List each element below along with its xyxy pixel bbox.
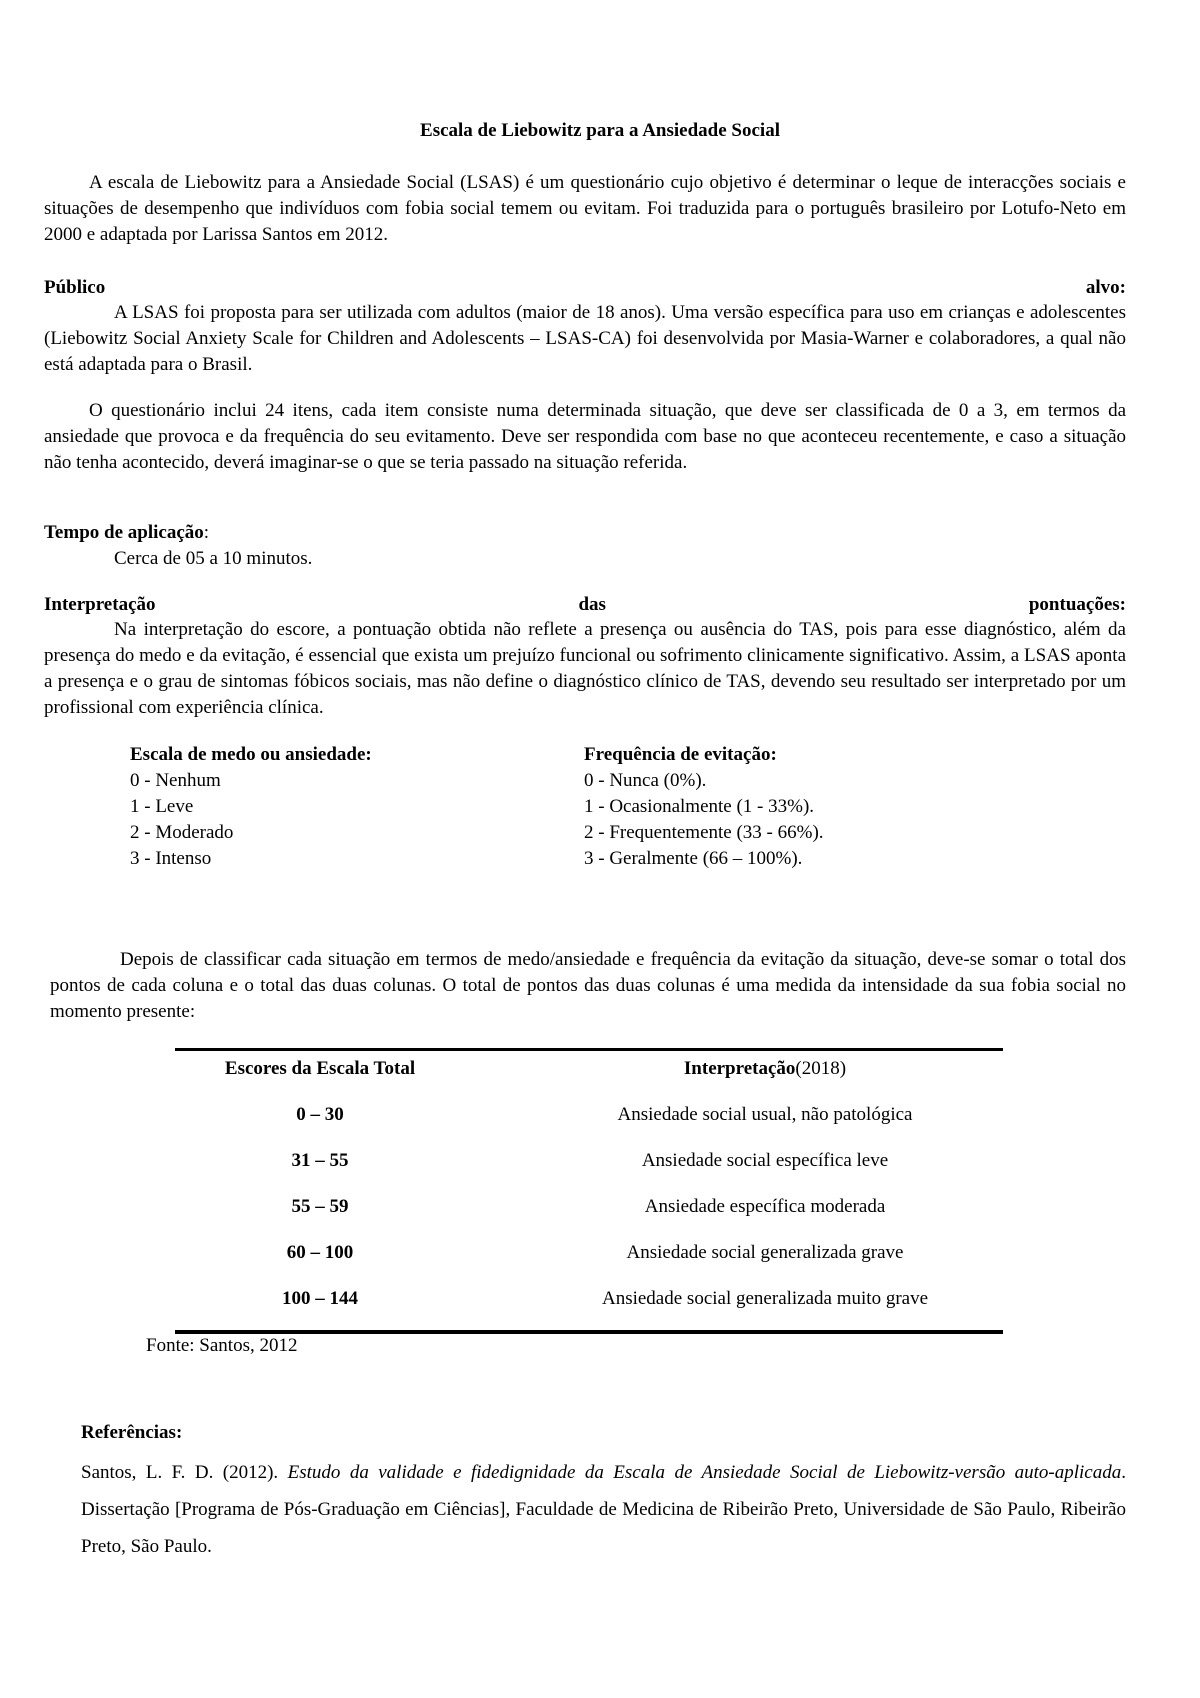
- scale-evitacao-item: 2 - Frequentemente (33 - 66%).: [584, 822, 824, 843]
- publico-heading-right: alvo:: [1085, 277, 1126, 298]
- table-header-interpretation-label: Interpretação: [683, 1058, 796, 1079]
- table-cell-interpretation: Ansiedade específica moderada: [644, 1196, 886, 1217]
- scale-medo-item: 2 - Moderado: [130, 822, 234, 843]
- table-cell-score: 0 – 30: [296, 1104, 344, 1125]
- table-cell-score: 31 – 55: [291, 1150, 349, 1171]
- table-cell-interpretation: Ansiedade social generalizada grave: [626, 1242, 904, 1263]
- scale-medo-item: 0 - Nenhum: [130, 770, 221, 791]
- interpretacao-heading-mid: das: [578, 594, 606, 615]
- interpretacao-heading-right: pontuações:: [1028, 594, 1126, 615]
- table-bottom-rule: [175, 1330, 1003, 1334]
- table-cell-score: 60 – 100: [286, 1242, 354, 1263]
- page-title: Escala de Liebowitz para a Ansiedade Social: [420, 120, 780, 141]
- scale-evitacao-item: 3 - Geralmente (66 – 100%).: [584, 848, 803, 869]
- table-top-rule: [175, 1048, 1003, 1051]
- reference-entry: [81, 1454, 1126, 1565]
- scale-medo-heading: Escala de medo ou ansiedade:: [130, 744, 372, 765]
- table-header-interpretation-year: (2018): [795, 1058, 847, 1079]
- table-source: Fonte: Santos, 2012: [146, 1335, 298, 1356]
- table-cell-score: 55 – 59: [291, 1196, 349, 1217]
- interpretacao-heading-left: Interpretação: [44, 594, 156, 615]
- interpretacao-heading: [44, 592, 1126, 618]
- reference-authors: Santos, L. F. D. (2012).: [81, 1462, 288, 1483]
- table-cell-interpretation: Ansiedade social generalizada muito grave: [601, 1288, 929, 1309]
- table-row: [175, 1194, 1003, 1224]
- references-heading: Referências:: [81, 1422, 183, 1443]
- scale-medo-item: 3 - Intenso: [130, 848, 212, 869]
- scale-evitacao: [584, 742, 824, 872]
- tempo-heading-label: Tempo de aplicação: [44, 522, 204, 543]
- table-row: [175, 1102, 1003, 1132]
- table-header-score: Escores da Escala Total: [224, 1058, 416, 1079]
- interpretacao-paragraph: Na interpretação do escore, a pontuação obtida não reflete a presença ou ausência do TAS, pois para esse diagnóstico, além da presença do medo e da evitação, é essencial que exista um prejuízo funcional ou sofrimento clinicamente significativo. Assim, a LSAS aponta a presença e o grau de sintomas fóbicos sociais, mas não define o diagnóstico clínico de TAS, devendo seu resultado ser interpretado por um profissional com experiência clínica.: [44, 619, 1126, 718]
- publico-heading-left: Público: [44, 277, 106, 298]
- scale-evitacao-heading: Frequência de evitação:: [584, 744, 777, 765]
- questionario-paragraph: O questionário inclui 24 itens, cada item consiste numa determinada situação, que deve ser classificada de 0 a 3, em termos da ansiedade que provoca e da frequência do seu evitamento. Deve ser respondida com base no que aconteceu recentemente, e caso a situação não tenha acontecido, deverá imaginar-se o que se teria passado na situação referida.: [44, 400, 1126, 473]
- table-header: [175, 1056, 1003, 1086]
- publico-heading: [44, 275, 1126, 301]
- table-header-interpretation: [535, 1056, 995, 1082]
- table-cell-score: 100 – 144: [282, 1288, 358, 1309]
- publico-paragraph: A LSAS foi proposta para ser utilizada com adultos (maior de 18 anos). Uma versão específica para uso em crianças e adolescentes (Liebowitz Social Anxiety Scale for Children and Adolescents – LSAS-CA) foi desenvolvida por Masia-Warner e colaboradores, a qual não está adaptada para o Brasil.: [44, 302, 1126, 375]
- scale-medo: [130, 742, 372, 872]
- scale-evitacao-item: 0 - Nunca (0%).: [584, 770, 707, 791]
- classificar-paragraph: Depois de classificar cada situação em termos de medo/ansiedade e frequência da evitação da situação, deve-se somar o total dos pontos de cada coluna e o total das duas colunas. O total de pontos das duas colunas é uma medida da intensidade da sua fobia social no momento presente:: [50, 949, 1126, 1022]
- table-row: [175, 1286, 1003, 1316]
- intro-paragraph: A escala de Liebowitz para a Ansiedade Social (LSAS) é um questionário cujo objetivo é determinar o leque de interacções sociais e situações de desempenho que indivíduos com fobia social temem ou evitam. Foi traduzida para o português brasileiro por Lotufo-Neto em 2000 e adaptada por Larissa Santos em 2012.: [44, 172, 1126, 245]
- table-row: [175, 1240, 1003, 1270]
- tempo-heading-colon: :: [203, 522, 210, 543]
- scale-medo-item: 1 - Leve: [130, 796, 194, 817]
- table-row: [175, 1148, 1003, 1178]
- reference-details: . Dissertação [Programa de Pós-Graduação em Ciências], Faculdade de Medicina de Ribeirão Preto, Universidade de São Paulo, Ribeirão Preto, São Paulo.: [81, 1462, 1126, 1557]
- tempo-heading: [44, 520, 1126, 546]
- scale-evitacao-item: 1 - Ocasionalmente (1 - 33%).: [584, 796, 815, 817]
- table-cell-interpretation: Ansiedade social específica leve: [641, 1150, 889, 1171]
- reference-title: Estudo da validade e fidedignidade da Escala de Ansiedade Social de Liebowitz-versão auto-aplicada: [287, 1462, 1122, 1483]
- table-cell-interpretation: Ansiedade social usual, não patológica: [617, 1104, 913, 1125]
- tempo-text: Cerca de 05 a 10 minutos.: [114, 548, 313, 569]
